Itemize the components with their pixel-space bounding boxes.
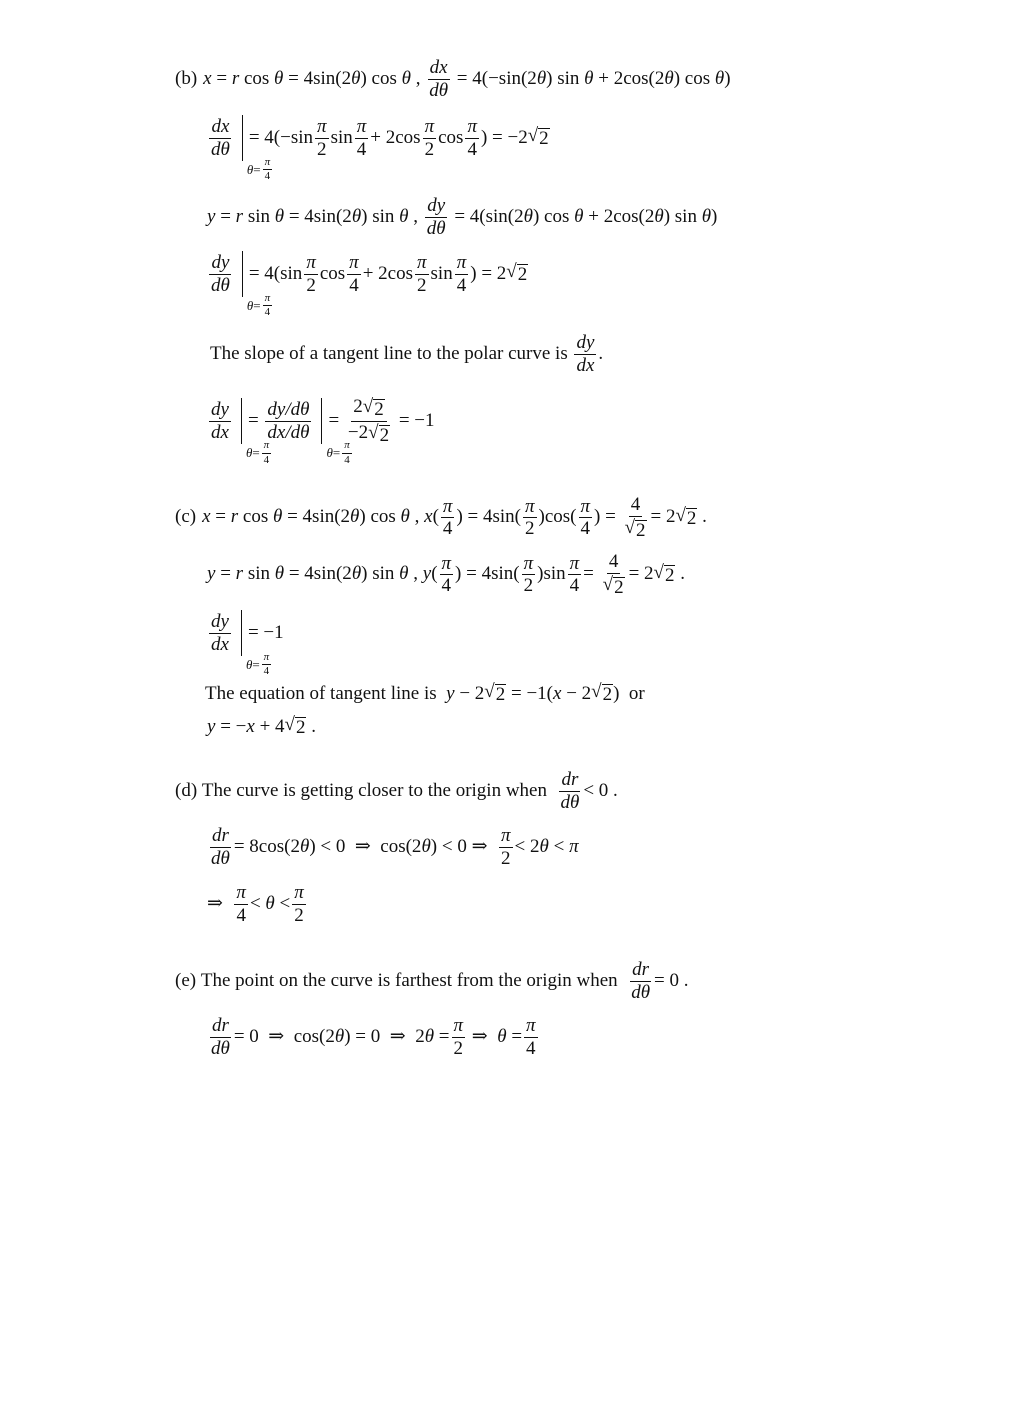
part-d-label: (d): [175, 779, 198, 801]
part-c-tangent-simplified: y = − x + 4 √ 2 .: [207, 714, 316, 738]
part-b-dx-evaluation: $\frac{dx}{d\theta}$ θ = $\frac{\pi}{4}$ = 4(−sin $\frac{\pi}{2}$ sin $\frac{\pi}{4}$ + 2cos $\frac{\pi}{2}$ cos $\frac{\pi}{4}$ ) = −2 √ 2: [211, 115, 549, 183]
part-b-slope-text: The slope of a tangent line to the polar curve is $\frac{dy}{dx}$ .: [210, 332, 604, 376]
dx-dtheta-fraction: $\frac{dx}{d\theta}$: [429, 57, 449, 101]
part-c-label: (c): [175, 506, 197, 528]
part-d-line2: ⇒ $\frac{\pi}{4}$ < θ < $\frac{\pi}{2}$: [207, 882, 304, 926]
part-b-slope-evaluation: $\frac{dy}{dx}$ θ = $\frac{\pi}{4}$ = $\frac{dy/d\theta}{dx/d\theta}$ θ = $\frac{\pi}{4}$ = 2 √ 2 −2 √ 2 = −1: [211, 396, 435, 466]
part-e-line1: $\frac{dr}{d\theta}$ = 0 ⇒ cos(2 θ ) = 0 ⇒ 2 θ = $\frac{\pi}{2}$ ⇒ θ = $\frac{\pi}{4}$: [211, 1015, 536, 1059]
part-c-slope-evaluation: $\frac{dy}{dx}$ θ = $\frac{\pi}{4}$ = −1: [211, 610, 284, 678]
part-b-y-definition: y = r sin θ = 4sin(2 θ ) sin θ , $\frac{dy}{d\theta}$ = 4(sin(2 θ ) cos θ + 2cos(2 θ ) sin θ ): [207, 195, 718, 239]
part-b-label: (b): [175, 67, 198, 89]
part-b-dy-evaluation: $\frac{dy}{d\theta}$ θ = $\frac{\pi}{4}$ = 4(sin $\frac{\pi}{2}$ cos $\frac{\pi}{4}$ + 2cos $\frac{\pi}{2}$ sin $\frac{\pi}{4}$ ) = 2 √ 2: [211, 251, 528, 319]
part-e-label: (e): [175, 969, 197, 991]
part-c-x-line: (c) x = r cos θ = 4sin(2 θ ) cos θ , x ( $\frac{\pi}{4}$ ) = 4sin( $\frac{\pi}{2}$ )cos( $\frac{\pi}{4}$ ) = 4 √ 2 = 2 √ 2 .: [175, 494, 707, 541]
part-c-tangent-line: The equation of tangent line is y − 2 √ 2 = −1( x − 2 √ 2 ) or: [205, 681, 645, 705]
part-b-x-definition: (b) x = r cos θ = 4sin(2 θ ) cos θ , $\frac{dx}{d\theta}$ = 4(−sin(2 θ ) sin θ + 2cos(2 θ ) cos θ ): [175, 57, 731, 101]
part-c-y-line: y = r sin θ = 4sin(2 θ ) sin θ , y ( $\frac{\pi}{4}$ ) = 4sin( $\frac{\pi}{2}$ )sin $\frac{\pi}{4}$ = 4 √ 2 = 2 √ 2 .: [207, 551, 685, 598]
part-d-line1: $\frac{dr}{d\theta}$ = 8cos(2 θ ) < 0 ⇒ cos(2 θ ) < 0 ⇒ $\frac{\pi}{2}$ < 2 θ < π: [211, 825, 579, 869]
part-d-text: (d) The curve is getting closer to the origin when $\frac{dr}{d\theta}$ < 0 .: [175, 769, 618, 813]
part-e-text: (e) The point on the curve is farthest from the origin when $\frac{dr}{d\theta}$ = 0 .: [175, 959, 689, 1003]
